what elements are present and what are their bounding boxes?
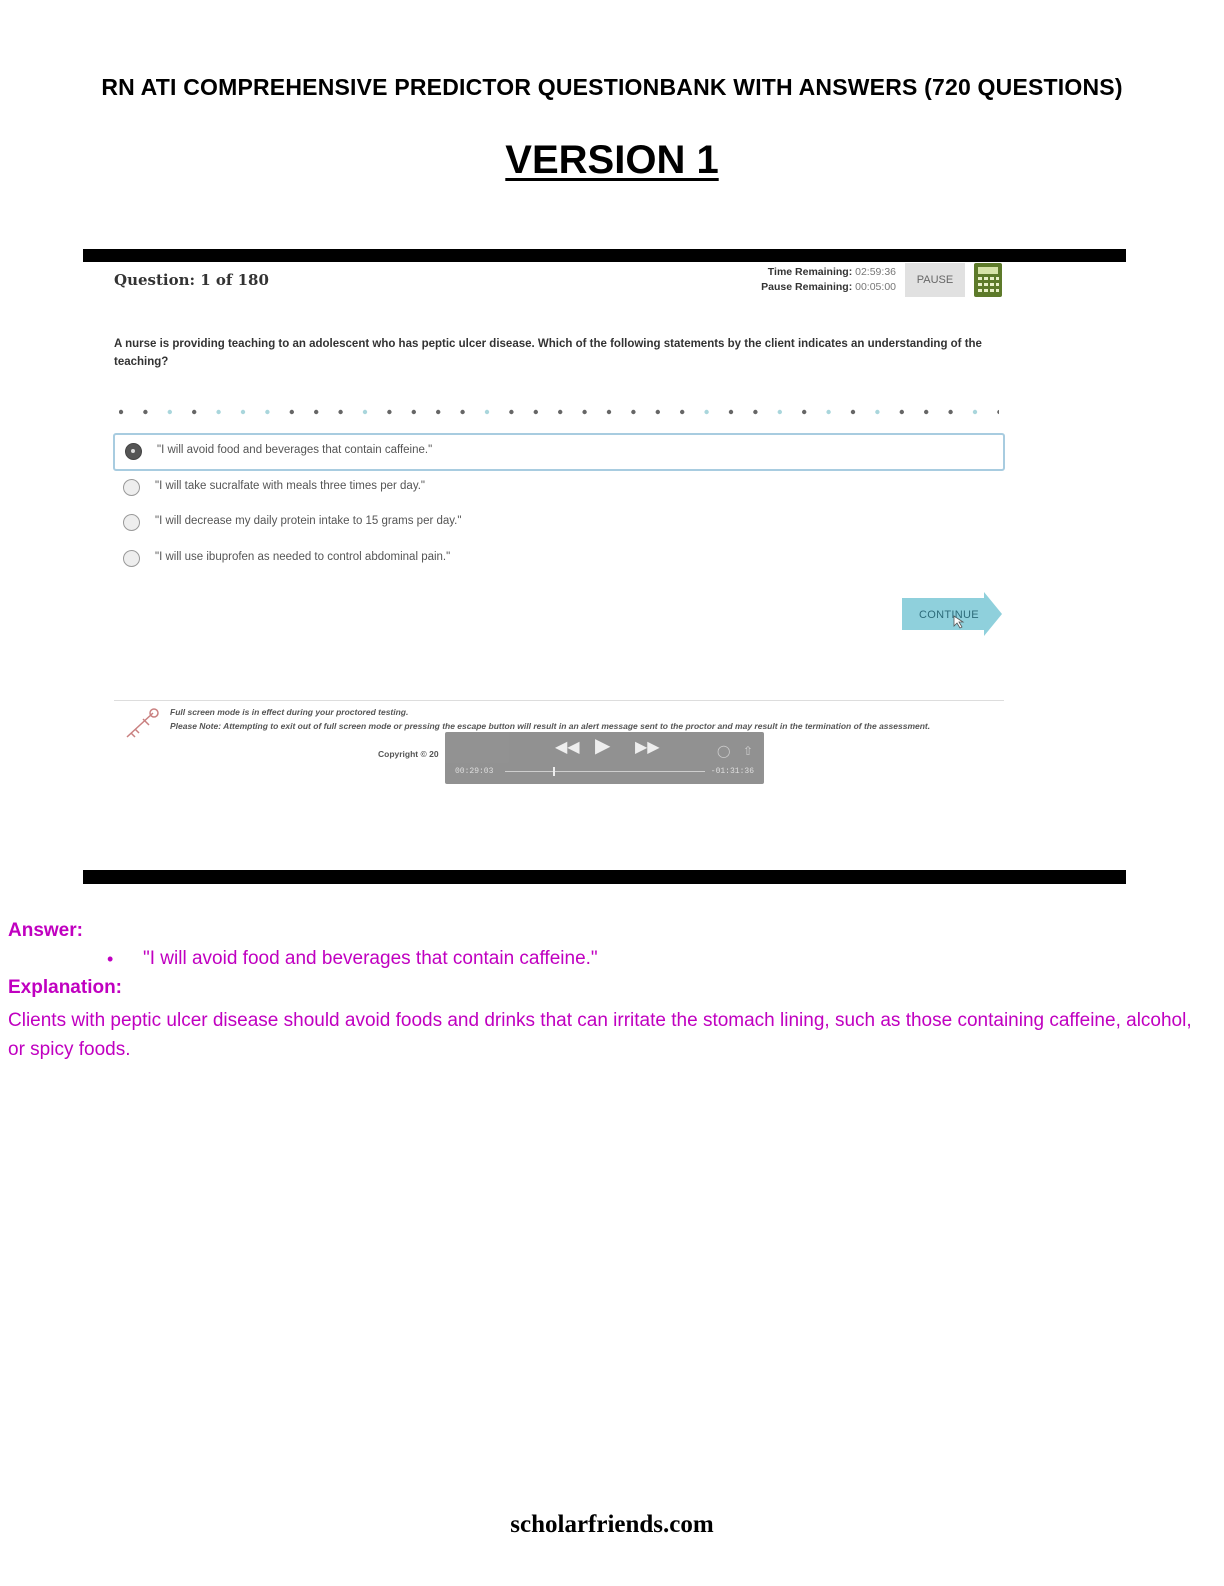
- screenshot-bottom-bar: [83, 870, 1126, 884]
- progress-dot: [973, 410, 977, 414]
- progress-dot: [485, 410, 489, 414]
- progress-dot: [826, 410, 830, 414]
- progress-dot: [119, 410, 123, 414]
- fullscreen-warning: Please Note: Attempting to exit out of full screen mode or pressing the escape button will result in an alert message sent to the proctor and may result in the termination of the assessment.: [170, 721, 931, 731]
- progress-dot: [704, 410, 708, 414]
- explanation-text: Clients with peptic ulcer disease should avoid foods and drinks that can irritate the stomach lining, such as those containing caffeine, alcohol, or spicy foods.: [8, 1010, 1192, 1060]
- progress-dot: [729, 410, 733, 414]
- play-icon[interactable]: ▶: [595, 735, 611, 757]
- explanation-label: Explanation:: [8, 977, 123, 998]
- answer-option-1[interactable]: [113, 433, 1005, 471]
- share-icon[interactable]: ⇧: [743, 744, 754, 758]
- answer-option-text: "I will use ibuprofen as needed to control abdominal pain.": [155, 551, 451, 563]
- document-version: [0, 138, 1224, 183]
- version-text: VERSION 1: [505, 138, 719, 182]
- progress-dot: [143, 410, 147, 414]
- progress-dot: [460, 410, 464, 414]
- progress-dots: [119, 407, 999, 417]
- pause-remaining-label: Pause Remaining:: [761, 281, 853, 293]
- progress-dot: [216, 410, 220, 414]
- progress-dot: [582, 410, 586, 414]
- timers: [761, 265, 896, 295]
- progress-dot: [802, 410, 806, 414]
- progress-dot: [241, 410, 245, 414]
- radio-icon[interactable]: [123, 550, 140, 567]
- continue-label: CONTINUE: [919, 609, 979, 621]
- footer-site: scholarfriends.com: [510, 1511, 714, 1538]
- radio-icon[interactable]: [123, 514, 140, 531]
- progress-dot: [656, 410, 660, 414]
- rewind-icon[interactable]: ◀◀: [555, 739, 580, 756]
- progress-dot: [314, 410, 318, 414]
- question-text: A nurse is providing teaching to an adolescent who has peptic ulcer disease. Which of the following statements by the client indicates an understanding of the teaching?: [114, 338, 982, 368]
- progress-dot: [631, 410, 635, 414]
- progress-dot: [387, 410, 391, 414]
- answer-text: "I will avoid food and beverages that contain caffeine.": [143, 948, 598, 969]
- question-counter: Question: 1 of 180: [114, 271, 269, 289]
- copyright: Copyright © 20: [378, 749, 439, 759]
- progress-dot: [412, 410, 416, 414]
- screenshot-top-bar: [83, 249, 1126, 262]
- progress-dot: [363, 410, 367, 414]
- answer-option-text: "I will take sucralfate with meals three times per day.": [155, 480, 425, 492]
- time-remaining-label: Time Remaining:: [767, 266, 853, 278]
- progress-dot: [997, 410, 999, 414]
- progress-dot: [534, 410, 538, 414]
- answer-option-text: "I will decrease my daily protein intake to 15 grams per day.": [155, 515, 462, 527]
- progress-dot: [509, 410, 513, 414]
- progress-dot: [168, 410, 172, 414]
- progress-dot: [900, 410, 904, 414]
- progress-dot: [558, 410, 562, 414]
- progress-dot: [607, 410, 611, 414]
- document-title: RN ATI COMPREHENSIVE PREDICTOR QUESTIONBANK WITH ANSWERS (720 QUESTIONS): [101, 74, 1123, 100]
- progress-dot: [338, 410, 342, 414]
- exam-screenshot: [83, 249, 1126, 884]
- player-elapsed: 00:29:03: [455, 767, 494, 776]
- answer-label: Answer:: [8, 920, 83, 941]
- footer-divider: [114, 700, 1004, 701]
- progress-dot: [436, 410, 440, 414]
- player-remaining: -01:31:36: [710, 767, 754, 776]
- volume-icon[interactable]: ◯: [717, 744, 731, 758]
- progress-dot: [778, 410, 782, 414]
- progress-dot: [753, 410, 757, 414]
- progress-dot: [851, 410, 855, 414]
- answer-option-text: "I will avoid food and beverages that contain caffeine.": [157, 444, 433, 456]
- answer-option-3[interactable]: [113, 506, 1003, 540]
- progress-dot: [290, 410, 294, 414]
- radio-icon[interactable]: [123, 479, 140, 496]
- radio-selected-icon[interactable]: [125, 443, 142, 460]
- key-icon: [121, 707, 161, 741]
- progress-dot: [192, 410, 196, 414]
- progress-dot: [948, 410, 952, 414]
- answer-option-2[interactable]: [113, 471, 1003, 505]
- bullet-icon: •: [107, 949, 114, 969]
- calculator-icon[interactable]: [973, 262, 1003, 298]
- progress-dot: [924, 410, 928, 414]
- progress-dot: [680, 410, 684, 414]
- player-scrubber[interactable]: [505, 771, 705, 772]
- fullscreen-note: Full screen mode is in effect during your proctored testing.: [170, 707, 409, 717]
- progress-dot: [875, 410, 879, 414]
- answer-option-4[interactable]: [113, 542, 1003, 576]
- time-remaining-value: 02:59:36: [855, 266, 896, 278]
- fast-forward-icon[interactable]: ▶▶: [635, 739, 660, 756]
- player-scrubber-handle[interactable]: [553, 767, 555, 776]
- pause-remaining-value: 00:05:00: [855, 281, 896, 293]
- pause-button[interactable]: PAUSE: [905, 263, 965, 297]
- video-player-overlay[interactable]: [445, 732, 764, 784]
- progress-dot: [265, 410, 269, 414]
